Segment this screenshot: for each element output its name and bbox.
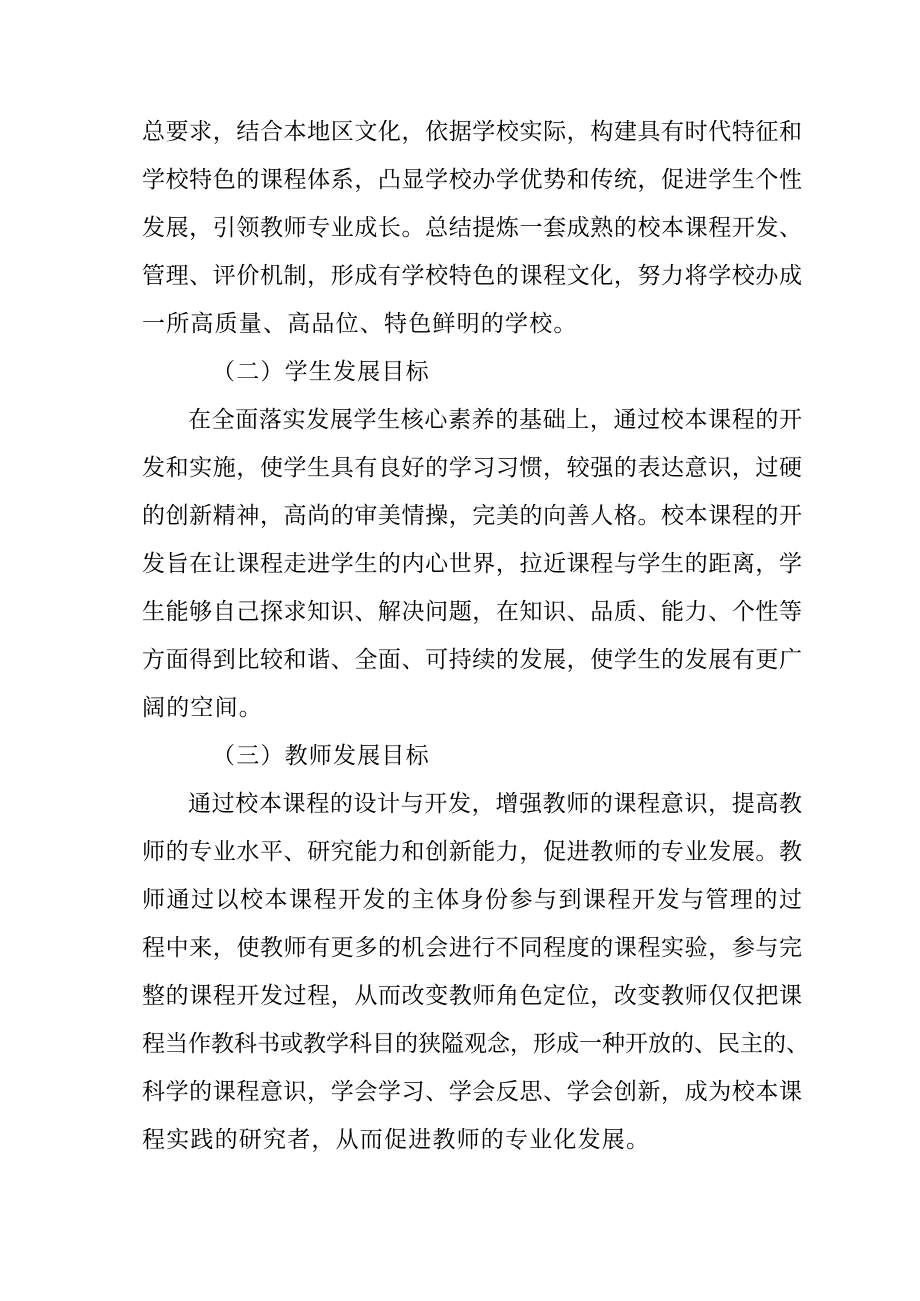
paragraph-line: 学校特色的课程体系，凸显学校办学优势和传统，促进学生个性 bbox=[142, 167, 802, 193]
paragraph-line: 师通过以校本课程开发的主体身份参与到课程开发与管理的过 bbox=[142, 887, 802, 913]
paragraph-line: 生能够自己探求知识、解决问题，在知识、品质、能力、个性等 bbox=[142, 599, 802, 625]
paragraph-line: 通过校本课程的设计与开发，增强教师的课程意识，提高教 bbox=[188, 791, 802, 817]
paragraph-line: 发展，引领教师专业成长。总结提炼一套成熟的校本课程开发、 bbox=[142, 215, 802, 241]
paragraph-line: 的创新精神，高尚的审美情操，完美的向善人格。校本课程的开 bbox=[142, 503, 802, 529]
section-heading-student: （二）学生发展目标 bbox=[212, 359, 430, 385]
paragraph-line: 整的课程开发过程，从而改变教师角色定位，改变教师仅仅把课 bbox=[142, 983, 802, 1009]
paragraph-line: 师的专业水平、研究能力和创新能力，促进教师的专业发展。教 bbox=[142, 839, 802, 865]
paragraph-line: 发和实施，使学生具有良好的学习习惯，较强的表达意识，过硬 bbox=[142, 455, 802, 481]
paragraph-line: 科学的课程意识，学会学习、学会反思、学会创新，成为校本课 bbox=[142, 1079, 802, 1105]
section-heading-teacher: （三）教师发展目标 bbox=[212, 743, 430, 769]
paragraph-line: 管理、评价机制，形成有学校特色的课程文化，努力将学校办成 bbox=[142, 263, 802, 289]
paragraph-line: 阔的空间。 bbox=[142, 695, 263, 721]
paragraph-line: 一所高质量、高品位、特色鲜明的学校。 bbox=[142, 311, 578, 337]
paragraph-line: 方面得到比较和谐、全面、可持续的发展，使学生的发展有更广 bbox=[142, 647, 802, 673]
paragraph-line: 程实践的研究者，从而促进教师的专业化发展。 bbox=[142, 1127, 651, 1153]
paragraph-line: 在全面落实发展学生核心素养的基础上，通过校本课程的开 bbox=[188, 407, 802, 433]
paragraph-line: 程当作教科书或教学科目的狭隘观念，形成一种开放的、民主的、 bbox=[142, 1031, 809, 1057]
paragraph-line: 发旨在让课程走进学生的内心世界，拉近课程与学生的距离，学 bbox=[142, 551, 802, 577]
paragraph-line: 程中来，使教师有更多的机会进行不同程度的课程实验，参与完 bbox=[142, 935, 802, 961]
paragraph-line: 总要求，结合本地区文化，依据学校实际，构建具有时代特征和 bbox=[142, 119, 802, 145]
